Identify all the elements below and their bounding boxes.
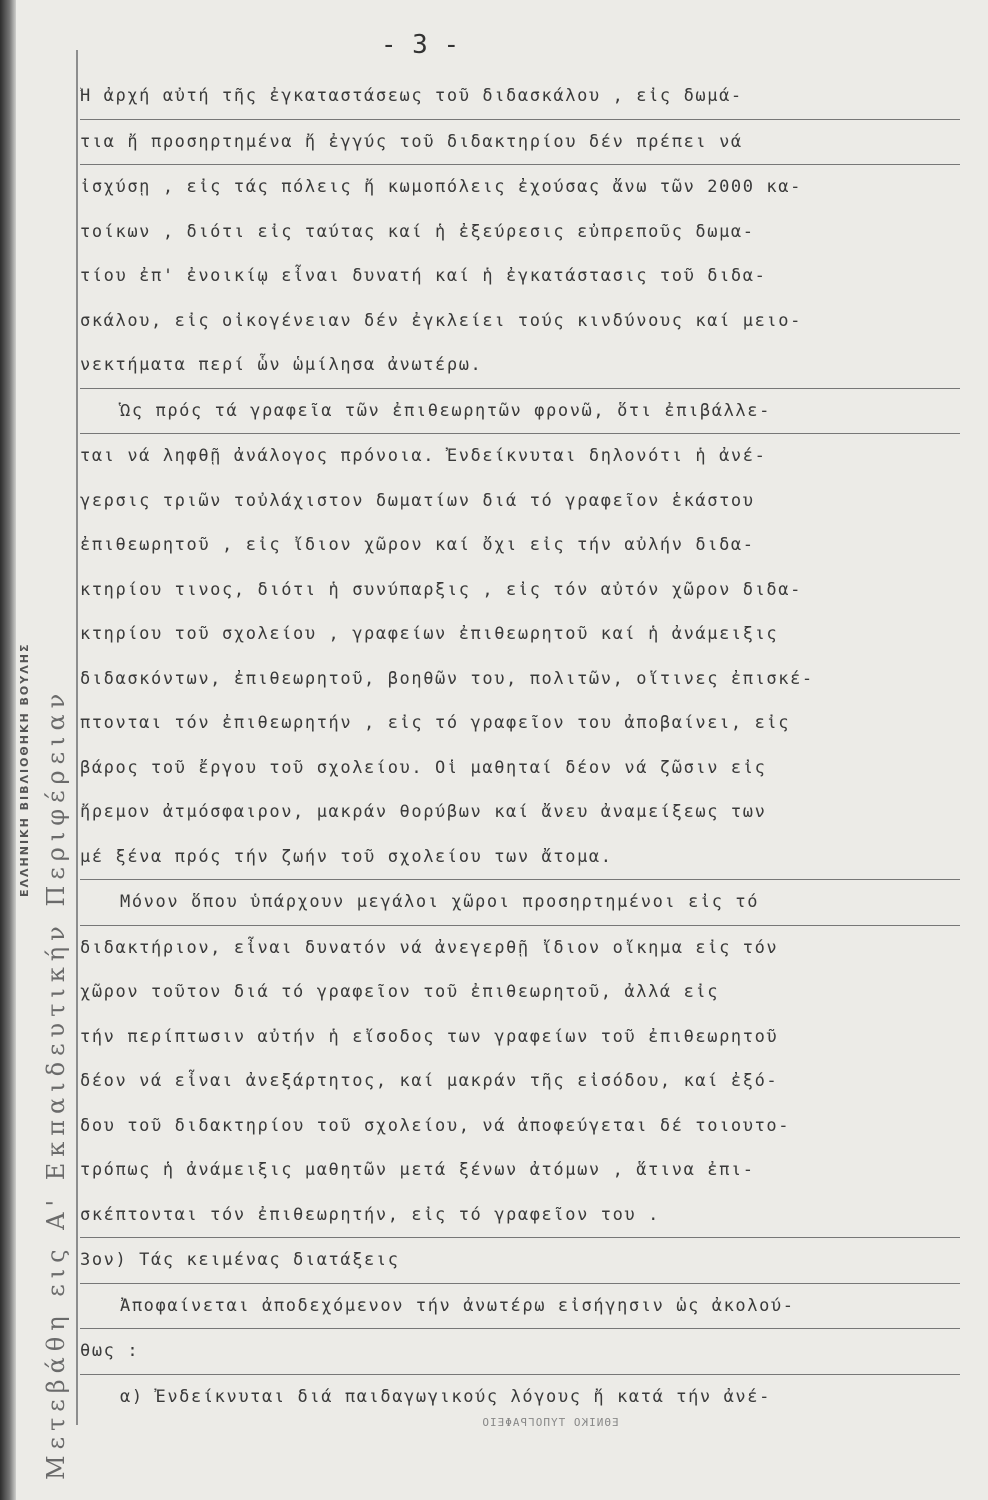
text-line: ἰσχύσῃ , εἰς τάς πόλεις ἤ κωμοπόλεις ἐχούσας ἄνω τῶν 2000 κα- (80, 177, 802, 197)
text-line: χῶρον τοῦτον διά τό γραφεῖον τοῦ ἐπιθεωρητοῦ, ἀλλά εἰς (80, 982, 720, 1002)
text-line: Ἀποφαίνεται ἀποδεχόμενον τήν ἀνωτέρω εἰσήγησιν ὡς ἀκολού- (80, 1284, 960, 1330)
page-number: - 3 - (380, 30, 460, 60)
text-line: δου τοῦ διδακτηρίου τοῦ σχολείου, νά ἀποφεύγεται δέ τοιουτο- (80, 1115, 791, 1136)
text-line: τια ἤ προσηρτημένα ἤ ἐγγύς τοῦ διδακτηρίου δέν πρέπει νά (80, 120, 960, 166)
printer-footer: ΕΘΝΙΚΟ ΤΥΠΟΓΡΑΦΕΙΟ (481, 1416, 619, 1429)
text-line: 3ον) Τάς κειμένας διατάξεις (80, 1238, 960, 1284)
text-line: σκέπτονται τόν ἐπιθεωρητήν, εἰς τό γραφεῖον του . (80, 1193, 960, 1239)
text-line: διδασκόντων, ἐπιθεωρητοῦ, βοηθῶν του, πολιτῶν, οἵτινες ἐπισκέ- (80, 668, 814, 689)
text-line: Μόνον ὅπου ὑπάρχουν μεγάλοι χῶροι προσηρτημένοι εἰς τό (80, 880, 960, 926)
library-side-stamp: ΕΛΛΗΝΙΚΗ ΒΙΒΛΙΟΘΗΚΗ ΒΟΥΛΗΣ (18, 642, 31, 898)
text-line: τοίκων , διότι εἰς ταύτας καί ἡ ἐξεύρεσις εὐπρεποῦς δωμα- (80, 221, 755, 242)
text-line: βάρος τοῦ ἔργου τοῦ σχολείου. Οἱ μαθηταί δέον νά ζῶσιν εἰς (80, 757, 767, 778)
text-line: σκάλου, εἰς οἰκογένειαν δέν ἐγκλείει τούς κινδύνους καί μειο- (80, 310, 802, 331)
text-line: τίου ἐπ' ἐνοικίῳ εἶναι δυνατή καί ἡ ἐγκατάστασις τοῦ διδα- (80, 266, 767, 286)
text-line: διδακτήριον, εἶναι δυνατόν νά ἀνεγερθῇ ἴδιον οἴκημα εἰς τόν (80, 937, 779, 958)
text-line: κτηρίου τινος, διότι ἡ συνύπαρξις , εἰς τόν αὐτόν χῶρον διδα- (80, 579, 802, 600)
page-binding-edge (0, 0, 16, 1500)
text-line: κτηρίου τοῦ σχολείου , γραφείων ἐπιθεωρητοῦ καί ἡ ἀνάμειξις (80, 624, 779, 644)
text-line: δέον νά εἶναι ἀνεξάρτητος, καί μακράν τῆς εἰσόδου, καί ἐξό- (80, 1071, 779, 1091)
text-line: ἤρεμον ἀτμόσφαιρον, μακράν θορύβων καί ἄνευ ἀναμείξεως των (80, 802, 767, 822)
text-line: πτονται τόν ἐπιθεωρητήν , εἰς τό γραφεῖον του ἀποβαίνει, εἰς (80, 713, 791, 733)
text-line: Ἡ ἀρχή αὐτή τῆς ἐγκαταστάσεως τοῦ διδασκάλου , εἰς δωμά- (80, 74, 960, 120)
text-line: γερσις τριῶν τοὐλάχιστον δωματίων διά τό γραφεῖον ἑκάστου (80, 490, 755, 511)
text-line: τρόπως ἡ ἀνάμειξις μαθητῶν μετά ξένων ἀτόμων , ἅτινα ἐπι- (80, 1160, 755, 1180)
text-line: ται νά ληφθῇ ἀνάλογος πρόνοια. Ἐνδείκνυται δηλονότι ἡ ἀνέ- (80, 446, 767, 466)
text-line: μέ ξένα πρός τήν ζωήν τοῦ σχολείου των ἄτομα. (80, 835, 960, 881)
text-line: τήν περίπτωσιν αὐτήν ἡ εἴσοδος των γραφείων τοῦ ἐπιθεωρητοῦ (80, 1026, 779, 1047)
text-line: ἐπιθεωρητοῦ , εἰς ἴδιον χῶρον καί ὄχι εἰς τήν αὐλήν διδα- (80, 535, 755, 555)
text-line: θως : (80, 1329, 960, 1375)
text-line: α) Ἐνδείκνυται διά παιδαγωγικούς λόγους ἤ κατά τήν ἀνέ- (120, 1386, 771, 1407)
handwritten-margin-note: Μετεβάθη εις Α' Εκπαιδευτικήν Περιφέρειαν (42, 687, 70, 1480)
margin-rule (76, 50, 78, 1425)
typed-body-text (80, 74, 960, 1419)
text-line: νεκτήματα περί ὧν ὡμίλησα ἀνωτέρω. (80, 343, 960, 389)
text-line: Ὡς πρός τά γραφεῖα τῶν ἐπιθεωρητῶν φρονῶ, ὅτι ἐπιβάλλε- (80, 389, 960, 435)
